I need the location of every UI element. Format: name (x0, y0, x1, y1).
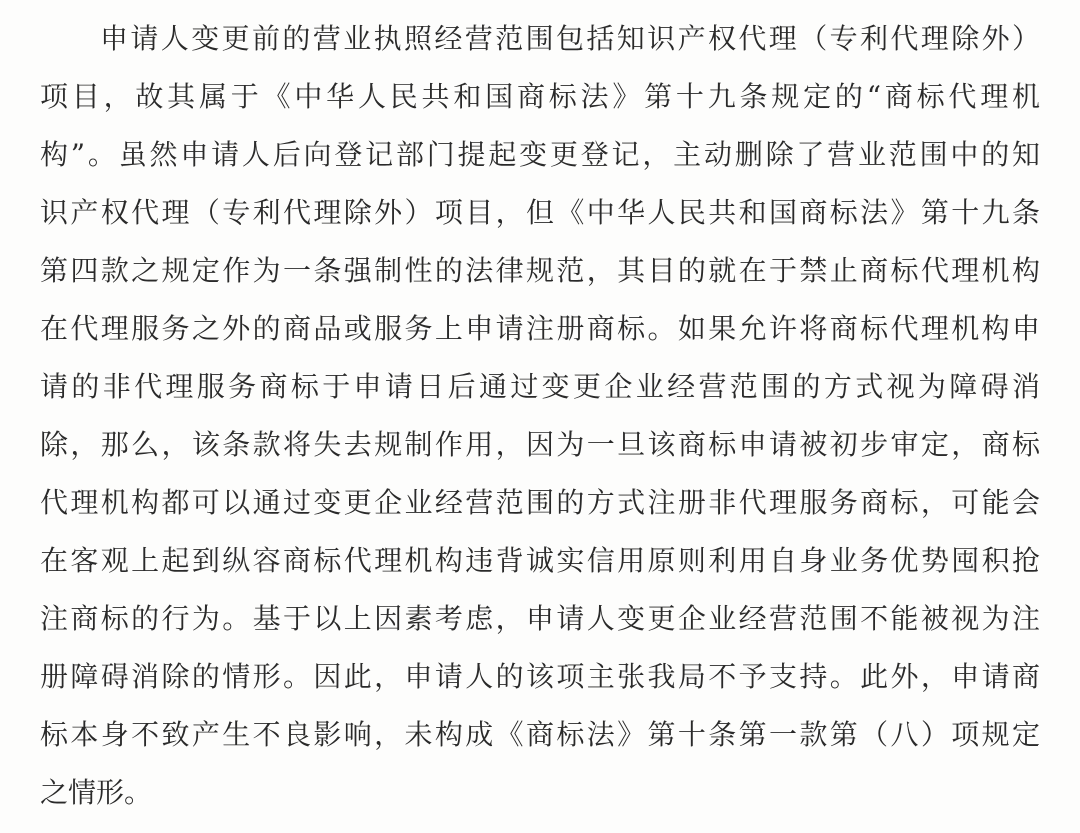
text-line-9: 代理机构都可以通过变更企业经营范围的方式注册非代理服务商标，可能会 (40, 486, 1040, 519)
text-line-12: 册障碍消除的情形。因此，申请人的该项主张我局不予支持。此外，申请商 (40, 660, 1040, 693)
text-line-13: 标本身不致产生不良影响，未构成《商标法》第十条第一款第（八）项规定 (40, 718, 1040, 751)
text-line-2: 项目，故其属于《中华人民共和国商标法》第十九条规定的“商标代理机 (40, 80, 1040, 113)
text-line-11: 注商标的行为。基于以上因素考虑，申请人变更企业经营范围不能被视为注 (40, 602, 1040, 635)
text-line-4: 识产权代理（专利代理除外）项目，但《中华人民共和国商标法》第十九条 (40, 196, 1040, 229)
text-line-14: 之情形。 (40, 776, 153, 809)
text-line-8: 除，那么，该条款将失去规制作用，因为一旦该商标申请被初步审定，商标 (40, 428, 1040, 461)
text-line-3: 构”。虽然申请人后向登记部门提起变更登记，主动删除了营业范围中的知 (40, 138, 1040, 171)
text-line-7: 请的非代理服务商标于申请日后通过变更企业经营范围的方式视为障碍消 (40, 370, 1040, 403)
text-line-10: 在客观上起到纵容商标代理机构违背诚实信用原则利用自身业务优势囤积抢 (40, 544, 1040, 577)
text-line-5: 第四款之规定作为一条强制性的法律规范，其目的就在于禁止商标代理机构 (40, 254, 1040, 287)
text-line-1: 申请人变更前的营业执照经营范围包括知识产权代理（专利代理除外） (100, 22, 1040, 55)
text-line-6: 在代理服务之外的商品或服务上申请注册商标。如果允许将商标代理机构申 (40, 312, 1040, 345)
paragraph (40, 10, 1040, 822)
